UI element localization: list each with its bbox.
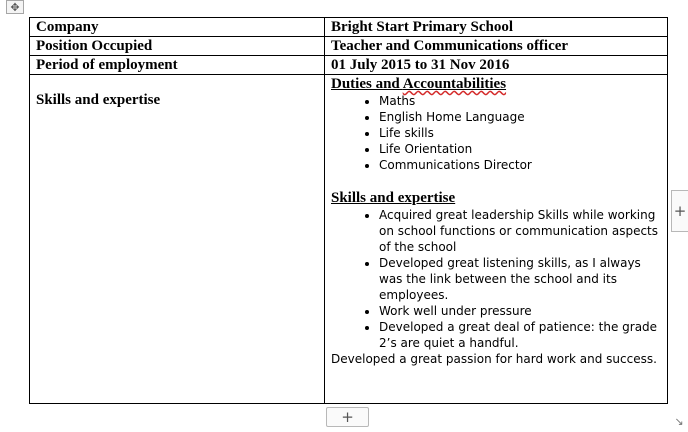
company-label[interactable]: Company xyxy=(30,18,325,37)
skills-heading: Skills and expertise xyxy=(331,190,456,206)
resize-table-icon[interactable]: ↘ xyxy=(674,414,684,428)
skills-left-label: Skills and expertise xyxy=(36,92,161,108)
add-row-icon[interactable]: + xyxy=(326,407,369,427)
table-row xyxy=(30,37,668,56)
duties-heading xyxy=(331,75,661,93)
list-item: • Acquired great leadership Skills while working on school functions or communication aspects of the school xyxy=(379,207,661,255)
move-table-icon[interactable]: ✥ xyxy=(6,0,24,14)
table-row xyxy=(30,56,668,75)
list-item: • Developed a great deal of patience: the grade 2’s are quiet a handful. xyxy=(379,319,661,351)
table-row xyxy=(30,75,668,404)
period-label[interactable]: Period of employment xyxy=(30,56,325,75)
list-item: • Life Orientation xyxy=(379,141,661,157)
details-cell[interactable] xyxy=(325,75,668,404)
duties-heading-text: Duties and xyxy=(331,76,403,92)
company-value[interactable]: Bright Start Primary School xyxy=(325,18,668,37)
list-item: • Communications Director xyxy=(379,157,661,173)
position-label[interactable]: Position Occupied xyxy=(30,37,325,56)
add-column-icon[interactable]: + xyxy=(671,190,688,232)
table-row xyxy=(30,18,668,37)
spacer xyxy=(331,173,661,189)
list-item: • Developed great listening skills, as I always was the link between the school and its employees. xyxy=(379,255,661,303)
list-item: • Life skills xyxy=(379,125,661,141)
period-value[interactable]: 01 July 2015 to 31 Nov 2016 xyxy=(325,56,668,75)
list-item: • English Home Language xyxy=(379,109,661,125)
closing-text: Developed a great passion for hard work and success. xyxy=(331,352,657,366)
misspelled-word: Accountabilities xyxy=(402,76,507,92)
skills-label-cell[interactable] xyxy=(30,75,325,404)
position-value[interactable]: Teacher and Communications officer xyxy=(325,37,668,56)
skills-list xyxy=(331,207,661,351)
list-item: • Maths xyxy=(379,93,661,109)
duties-list xyxy=(331,93,661,173)
list-item: • Work well under pressure xyxy=(379,303,661,319)
employment-table xyxy=(29,17,668,404)
